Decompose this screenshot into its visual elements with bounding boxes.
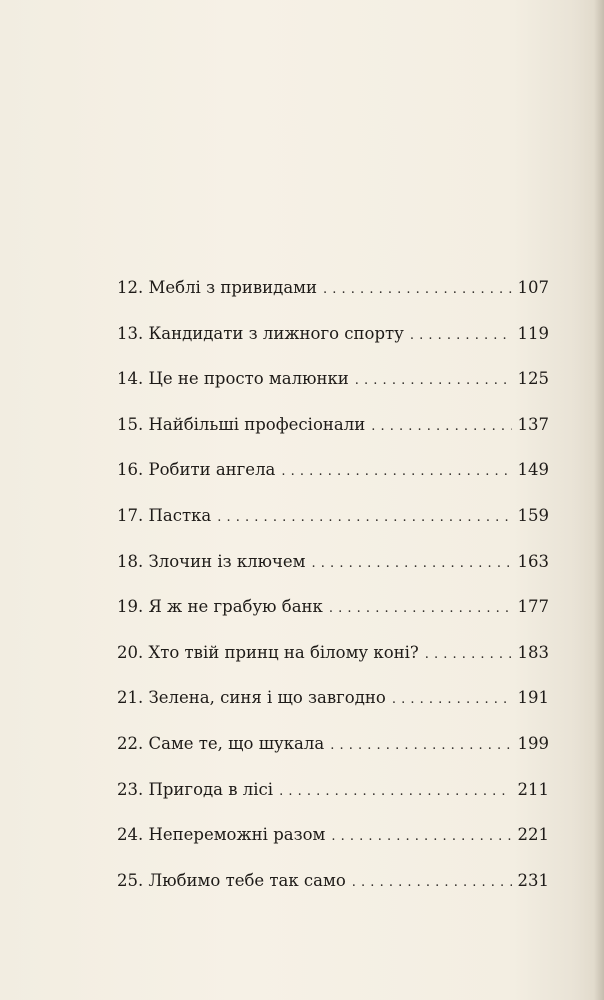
toc-leader-dots <box>323 280 512 300</box>
toc-entry-title: 16. Робити ангела <box>117 460 276 480</box>
toc-entry-page: 183 <box>517 642 549 662</box>
toc-leader-dots <box>281 462 511 482</box>
toc-entry-title: 23. Пригода в лісі <box>117 779 274 799</box>
toc-entry <box>117 780 549 826</box>
toc-leader-dots <box>330 736 511 756</box>
toc-entry-title: 24. Непереможні разом <box>117 825 326 845</box>
toc-entry <box>117 460 549 506</box>
table-of-contents <box>117 278 549 916</box>
toc-entry <box>117 825 549 871</box>
toc-entry-title: 14. Це не просто малюнки <box>117 369 349 389</box>
toc-entry-page: 191 <box>517 688 549 708</box>
toc-entry-title: 15. Найбільші професіонали <box>117 414 366 434</box>
toc-entry-title: 20. Хто твій принц на білому коні? <box>117 642 419 662</box>
toc-entry <box>117 643 549 689</box>
toc-entry-title: 25. Любимо тебе так само <box>117 870 346 890</box>
toc-leader-dots <box>392 690 512 710</box>
toc-entry <box>117 324 549 370</box>
toc-entry-page: 163 <box>517 551 549 571</box>
toc-entry <box>117 552 549 598</box>
toc-entry <box>117 506 549 552</box>
toc-entry <box>117 597 549 643</box>
toc-entry <box>117 871 549 917</box>
toc-entry-page: 159 <box>517 505 549 525</box>
toc-entry-title: 22. Саме те, що шукала <box>117 733 325 753</box>
toc-leader-dots <box>279 782 511 802</box>
toc-entry-page: 221 <box>517 825 549 845</box>
toc-entry-page: 137 <box>517 414 549 434</box>
toc-leader-dots <box>410 326 512 346</box>
toc-entry-title: 18. Злочин із ключем <box>117 551 306 571</box>
toc-entry-title: 13. Кандидати з лижного спорту <box>117 323 404 343</box>
toc-leader-dots <box>217 508 511 528</box>
toc-entry <box>117 688 549 734</box>
toc-entry-title: 12. Меблі з привидами <box>117 278 317 297</box>
toc-entry-title: 21. Зелена, синя і що завгодно <box>117 688 386 708</box>
toc-leader-dots <box>331 827 511 847</box>
toc-entry-page: 149 <box>517 460 549 480</box>
toc-entry <box>117 278 549 324</box>
toc-leader-dots <box>425 645 512 665</box>
toc-leader-dots <box>312 554 512 574</box>
toc-entry-page: 199 <box>517 733 549 753</box>
toc-entry-page: 211 <box>517 779 549 799</box>
toc-leader-dots <box>352 873 512 893</box>
toc-entry-title: 19. Я ж не грабую банк <box>117 597 323 617</box>
toc-leader-dots <box>355 371 512 391</box>
toc-entry-page: 119 <box>517 323 549 343</box>
toc-entry-page: 177 <box>517 597 549 617</box>
toc-entry-page: 125 <box>517 369 549 389</box>
toc-entry-page: 107 <box>517 278 549 297</box>
page-edge-shadow <box>594 0 604 1000</box>
toc-entry <box>117 369 549 415</box>
toc-entry <box>117 734 549 780</box>
toc-entry-title: 17. Пастка <box>117 505 212 525</box>
toc-leader-dots <box>329 599 512 619</box>
toc-entry-page: 231 <box>517 870 549 890</box>
toc-leader-dots <box>371 417 511 437</box>
toc-entry <box>117 415 549 461</box>
